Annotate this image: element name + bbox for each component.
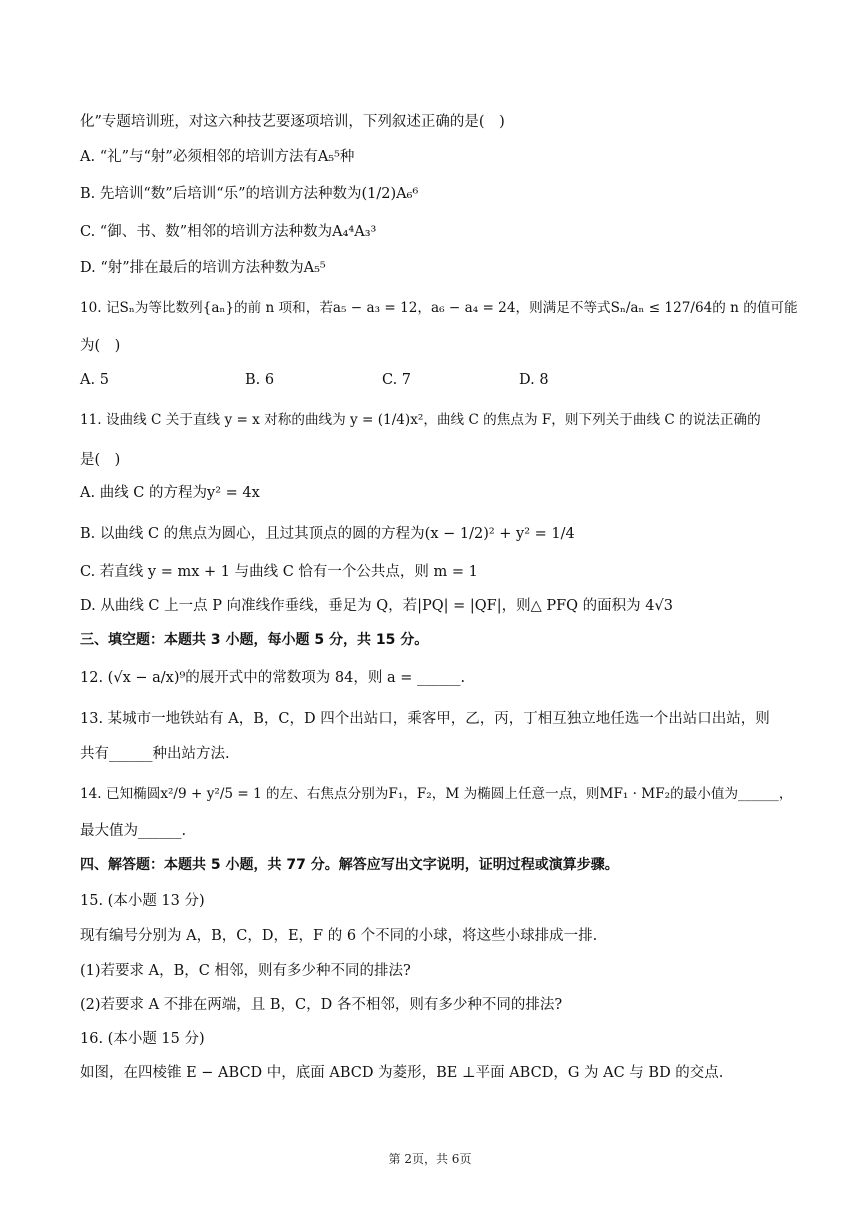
- q10-option-a: A. 5: [80, 372, 109, 388]
- q10-option-c: C. 7: [382, 372, 412, 388]
- q14-line1: 14. 已知椭圆x²/9 + y²/5 = 1 的左、右焦点分别为F₁，F₂，M 为椭圆上任意一点，则MF₁ · MF₂的最小值为______，: [80, 786, 793, 802]
- q12-text: 12. (√x − a/x)⁹的展开式中的常数项为 84，则 a = ______.: [80, 670, 466, 686]
- q9-option-d: D. “射”排在最后的培训方法种数为A₅⁵: [80, 260, 326, 276]
- q13-line1: 13. 某城市一地铁站有 A，B，C，D 四个出站口，乘客甲，乙，丙，丁相互独立地任选一个出站口出站，则: [80, 711, 770, 727]
- q16-stem: 如图，在四棱锥 E − ABCD 中，底面 ABCD 为菱形，BE ⊥平面 ABCD，G 为 AC 与 BD 的交点.: [80, 1065, 724, 1081]
- q11-option-b: B. 以曲线 C 的焦点为圆心，且过其顶点的圆的方程为(x − 1/2)² + y² = 1/4: [80, 526, 575, 542]
- q10-stem-line2: 为( ): [80, 338, 121, 354]
- q15-part1: (1)若要求 A，B，C 相邻，则有多少种不同的排法?: [80, 963, 411, 979]
- q14-line2: 最大值为______.: [80, 823, 187, 839]
- q15-stem: 现有编号分别为 A，B，C，D，E，F 的 6 个不同的小球，将这些小球排成一排.: [80, 928, 598, 944]
- q13-line2: 共有______种出站方法.: [80, 746, 230, 762]
- q16-heading: 16. (本小题 15 分): [80, 1031, 205, 1047]
- section-answer-heading: 四、解答题：本题共 5 小题，共 77 分。解答应写出文字说明，证明过程或演算步骤。: [80, 857, 619, 873]
- q15-heading: 15. (本小题 13 分): [80, 893, 205, 909]
- q9-option-a: A. “礼”与“射”必须相邻的培训方法有A₅⁵种: [80, 149, 355, 165]
- section-fill-in-heading: 三、填空题：本题共 3 小题，每小题 5 分，共 15 分。: [80, 632, 429, 648]
- q9-option-b: B. 先培训“数”后培训“乐”的培训方法种数为(1/2)A₆⁶: [80, 186, 419, 202]
- q11-stem-line2: 是( ): [80, 452, 121, 468]
- q9-option-c: C. “御、书、数”相邻的培训方法种数为A₄⁴A₃³: [80, 224, 377, 240]
- q9-stem-continuation: 化”专题培训班，对这六种技艺要逐项培训，下列叙述正确的是( ): [80, 114, 505, 130]
- q10-option-b: B. 6: [245, 372, 275, 388]
- q10-option-d: D. 8: [519, 372, 549, 388]
- page-footer: 第 2页，共 6页: [388, 1152, 472, 1166]
- q11-stem-line1: 11. 设曲线 C 关于直线 y = x 对称的曲线为 y = (1/4)x²，曲线 C 的焦点为 F，则下列关于曲线 C 的说法正确的: [80, 412, 761, 428]
- q11-option-d: D. 从曲线 C 上一点 P 向准线作垂线，垂足为 Q，若|PQ| = |QF|，则△ PFQ 的面积为 4√3: [80, 598, 673, 614]
- q10-stem-line1: 10. 记Sₙ为等比数列{aₙ}的前 n 项和，若a₅ − a₃ = 12，a₆ − a₄ = 24，则满足不等式Sₙ/aₙ ≤ 127/64的 n 的值可能: [80, 300, 798, 316]
- q15-part2: (2)若要求 A 不排在两端，且 B，C，D 各不相邻，则有多少种不同的排法?: [80, 997, 563, 1013]
- q11-option-c: C. 若直线 y = mx + 1 与曲线 C 恰有一个公共点，则 m = 1: [80, 564, 478, 580]
- q11-option-a: A. 曲线 C 的方程为y² = 4x: [80, 485, 260, 501]
